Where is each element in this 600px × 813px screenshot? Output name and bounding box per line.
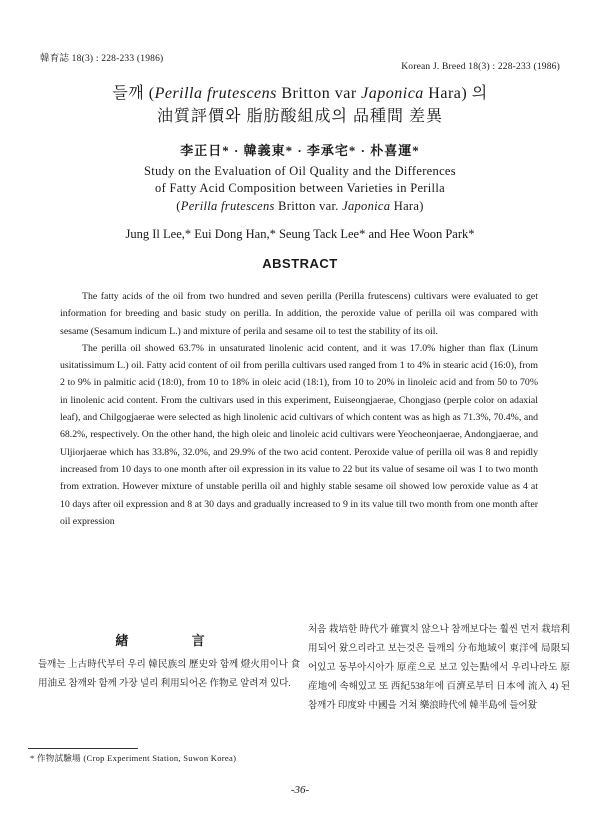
title-prefix: 들깨 ( [112, 85, 155, 102]
abstract-body [60, 288, 538, 530]
journal-header-korean: 韓育誌 18(3) : 228-233 (1986) [40, 54, 164, 64]
page-number: -36- [290, 784, 310, 796]
paper-title-korean-line1 [0, 80, 600, 103]
authors-native: 李正日* · 韓義東* · 李承宅* · 朴喜運* [180, 143, 420, 158]
title-species: Perilla frutescens [154, 85, 277, 102]
paper-title-korean-line2: 油質評價와 脂肪酸組成의 品種間 差異 [157, 108, 443, 125]
english-title-close: Hara) [390, 199, 424, 213]
title-variety: Japonica [361, 85, 424, 102]
english-title-open: ( [176, 199, 181, 213]
title-suffix: Hara) 의 [423, 85, 488, 102]
english-title-variety: Japonica [342, 199, 391, 213]
introduction-left-column: 들깨는 上古時代부터 우리 韓民族의 歷史와 함께 燈火用이나 食用油로 참깨와 함께 가장 널리 利用되어온 作物로 알려져 있다. [38, 660, 300, 689]
footnote-divider [28, 748, 138, 749]
abstract-paragraph-1: The fatty acids of the oil from two hundred and seven perilla (Perilla frutescens) cultivars were evaluated to get information for breeding and basic study on perilla. In addition, the peroxide value of perilla oil was compared with sesame (Sesamum indicum L.) and mixture of perila and sesame oil to test the stability of its oil. [60, 291, 538, 337]
abstract-paragraph-2: The perilla oil showed 63.7% in unsaturated linolenic acid content, and it was 17.0% higher than flax (Linum usitatissimum L.) oil. Fatty acid content of oil from perilla cultivars used ranged from 1 to 4% in stearic acid (16:0), from 2 to 9% in palmitic acid (18:0), from 10 to 18% in oleic acid (18:1), from 10 to 20% in linoleic acid and from 50 to 70% in linolenic acid content. From the cultivars used in this experiment, Euiseongjaerae, Chongjaso (perple color on adaxial leaf), and Chilgogjaerae were selected as high linolenic acid cultivars of which content was as high as 71.3%, 70.4%, and 68.2%, respectively. On the other hand, the high oleic and linoleic acid cultivars were Yeocheonjaerae, Andongjaerae, and Uljiorjaerae which has 33.8%, 32.0%, and 29.9% of the two acid content. Peroxide value of perilla oil was 8 and repidly increased from 10 days to one month after oil expression in its value to 22 but its value of sesame oil was 1 to two month from extration. However mixture of unstable perilla oil and highly stable sesame oil showed low peroxide value as 4 at 10 days after oil expression and 8 at 30 days and gradually increased to 9 in its value till two month from one month after oil expression [60, 342, 538, 527]
journal-header-english: Korean J. Breed 18(3) : 228-233 (1986) [401, 62, 560, 72]
title-mid: Britton var [276, 85, 362, 102]
english-title-line2: of Fatty Acid Composition between Varieties in Perilla [155, 181, 445, 195]
introduction-heading: 緖 言 [115, 633, 235, 648]
english-title-mid: Britton var. [274, 199, 343, 213]
authors-english: Jung Il Lee,* Eui Dong Han,* Seung Tack Lee* and Hee Woon Park* [125, 227, 475, 241]
english-title-species: Perilla frutescens [180, 199, 275, 213]
introduction-right-column: 처음 栽培한 時代가 確實치 않으나 참깨보다는 훨씬 먼저 栽培利用되어 왔으리라고 보는것은 들깨의 分布地域이 東洋에 局限되어있고 동부아시아가 原産으로 보고 있는點에서 우리나라도 原産地에 속해있고 또 西紀538年에 百濟로부터 日本에 流入 4) 된 참깨가 印度와 中國을 거쳐 樂浪時代에 韓半島에 들어왔 [308, 625, 570, 711]
affiliation-footnote: * 作物試驗場 (Crop Experiment Station, Suwon Korea) [30, 753, 237, 763]
abstract-heading: ABSTRACT [262, 256, 338, 271]
english-title-line3 [0, 199, 600, 214]
english-title-line1: Study on the Evaluation of Oil Quality and the Differences [144, 164, 456, 178]
